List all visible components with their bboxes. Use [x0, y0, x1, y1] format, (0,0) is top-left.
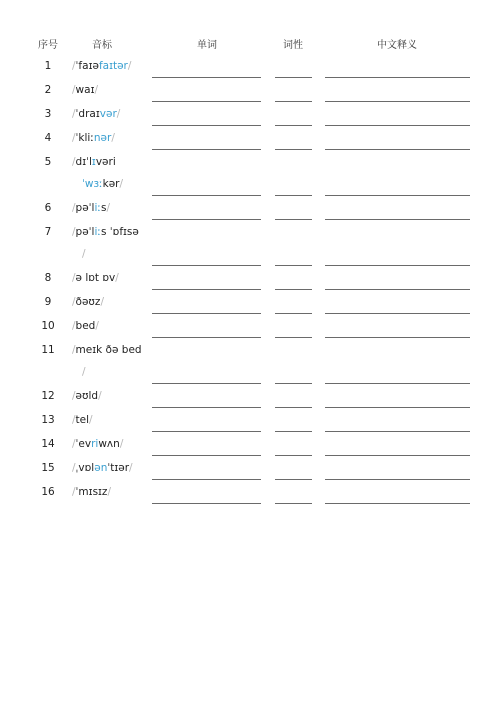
phonetic-transcription [72, 84, 98, 96]
phonetic-slash: / [72, 108, 76, 120]
pos-answer-line[interactable] [275, 219, 312, 220]
meaning-answer-line[interactable] [325, 219, 470, 220]
row-number: 12 [41, 390, 55, 402]
phonetic-transcription [72, 156, 116, 168]
row-number: 7 [44, 226, 52, 238]
phonetic-slash: / [106, 202, 110, 214]
meaning-answer-line[interactable] [325, 479, 470, 480]
phonetic-text: kər [102, 178, 120, 190]
word-answer-line[interactable] [152, 101, 261, 102]
phonetic-slash: / [82, 366, 86, 378]
meaning-answer-line[interactable] [325, 407, 470, 408]
phonetic-text: ˌvɒl [75, 462, 95, 474]
phonetic-slash: / [72, 296, 76, 308]
pos-answer-line[interactable] [275, 407, 312, 408]
pos-answer-line[interactable] [275, 289, 312, 290]
phonetic-slash: / [72, 84, 76, 96]
phonetic-slash: / [72, 486, 76, 498]
phonetic-highlight: ˈwɜː [82, 178, 103, 190]
phonetic-text: ˈev [75, 438, 92, 450]
phonetic-slash: / [89, 414, 93, 426]
phonetic-highlight: ri [91, 438, 99, 450]
row-number: 15 [41, 462, 55, 474]
phonetic-highlight: ɪ [91, 156, 96, 168]
phonetic-slash: / [72, 156, 76, 168]
phonetic-text: ˈfaɪə [75, 60, 99, 72]
header-index: 序号 [38, 40, 58, 51]
pos-answer-line[interactable] [275, 455, 312, 456]
meaning-answer-line[interactable] [325, 265, 470, 266]
pos-answer-line[interactable] [275, 195, 312, 196]
phonetic-highlight: iː [94, 202, 101, 214]
phonetic-text: s [100, 202, 107, 214]
row-number: 1 [44, 60, 52, 72]
phonetic-slash: / [72, 226, 76, 238]
meaning-answer-line[interactable] [325, 101, 470, 102]
phonetic-transcription [72, 202, 110, 214]
phonetic-slash: / [72, 132, 76, 144]
phonetic-text: vəri [95, 156, 116, 168]
meaning-answer-line[interactable] [325, 313, 470, 314]
row-number: 14 [41, 438, 55, 450]
word-answer-line[interactable] [152, 289, 261, 290]
pos-answer-line[interactable] [275, 77, 312, 78]
phonetic-highlight: iː [94, 226, 101, 238]
phonetic-slash: / [72, 414, 76, 426]
phonetic-transcription [72, 462, 133, 474]
phonetic-slash: / [94, 84, 99, 96]
phonetic-transcription [72, 320, 99, 332]
meaning-answer-line[interactable] [325, 503, 470, 504]
row-number: 11 [41, 344, 55, 356]
header-word: 单词 [197, 40, 217, 51]
phonetic-slash: / [111, 132, 115, 144]
phonetic-transcription [72, 272, 119, 284]
phonetic-transcription [82, 366, 86, 378]
phonetic-slash: / [115, 272, 119, 284]
phonetic-transcription [72, 60, 131, 72]
row-number: 13 [41, 414, 55, 426]
phonetic-text: ðəʊz [75, 296, 101, 308]
row-number: 3 [44, 108, 52, 120]
header-phonetic: 音标 [92, 40, 112, 51]
phonetic-transcription [72, 414, 93, 426]
phonetic-text: bed [75, 320, 96, 332]
word-answer-line[interactable] [152, 431, 261, 432]
pos-answer-line[interactable] [275, 149, 312, 150]
meaning-answer-line[interactable] [325, 337, 470, 338]
word-answer-line[interactable] [152, 383, 261, 384]
row-number: 2 [44, 84, 52, 96]
phonetic-text: ˈtɪər [107, 462, 130, 474]
word-answer-line[interactable] [152, 195, 261, 196]
phonetic-slash: / [72, 202, 76, 214]
phonetic-slash: / [119, 438, 124, 450]
phonetic-text: ˈdraɪ [75, 108, 100, 120]
phonetic-text: s ˈɒfɪsə [100, 226, 139, 238]
meaning-answer-line[interactable] [325, 195, 470, 196]
phonetic-highlight: faɪtər [98, 60, 128, 72]
phonetic-text: dɪˈl [75, 156, 92, 168]
meaning-answer-line[interactable] [325, 149, 470, 150]
row-number: 5 [44, 156, 52, 168]
word-answer-line[interactable] [152, 479, 261, 480]
pos-answer-line[interactable] [275, 337, 312, 338]
phonetic-slash: / [127, 60, 132, 72]
phonetic-text: tel [75, 414, 90, 426]
phonetic-text: wʌn [98, 438, 120, 450]
phonetic-slash: / [72, 320, 76, 332]
pos-answer-line[interactable] [275, 313, 312, 314]
header-pos: 词性 [283, 40, 303, 51]
phonetic-slash: / [119, 178, 124, 190]
meaning-answer-line[interactable] [325, 289, 470, 290]
phonetic-transcription [72, 438, 123, 450]
pos-answer-line[interactable] [275, 101, 312, 102]
row-number: 16 [41, 486, 55, 498]
phonetic-text: ˈkliː [75, 132, 94, 144]
phonetic-slash: / [98, 390, 102, 402]
phonetic-slash: / [100, 296, 104, 308]
pos-answer-line[interactable] [275, 125, 312, 126]
meaning-answer-line[interactable] [325, 383, 470, 384]
phonetic-slash: / [72, 462, 76, 474]
word-answer-line[interactable] [152, 337, 261, 338]
phonetic-slash: / [129, 462, 133, 474]
phonetic-slash: / [82, 248, 86, 260]
word-answer-line[interactable] [152, 125, 261, 126]
phonetic-slash: / [72, 272, 76, 284]
phonetic-highlight: nər [93, 132, 112, 144]
word-answer-line[interactable] [152, 407, 261, 408]
phonetic-slash: / [95, 320, 99, 332]
header-meaning: 中文释义 [377, 40, 417, 51]
phonetic-text: əʊld [75, 390, 99, 402]
phonetic-transcription [72, 132, 115, 144]
phonetic-highlight: ən [94, 462, 108, 474]
phonetic-text: ˈmɪsɪz [75, 486, 108, 498]
phonetic-slash: / [72, 344, 76, 356]
pos-answer-line[interactable] [275, 431, 312, 432]
row-number: 10 [41, 320, 55, 332]
phonetic-transcription [82, 178, 123, 190]
phonetic-highlight: vər [99, 108, 117, 120]
word-answer-line[interactable] [152, 265, 261, 266]
phonetic-transcription [72, 108, 120, 120]
pos-answer-line[interactable] [275, 383, 312, 384]
meaning-answer-line[interactable] [325, 77, 470, 78]
row-number: 6 [44, 202, 52, 214]
phonetic-transcription [82, 248, 86, 260]
word-answer-line[interactable] [152, 219, 261, 220]
phonetic-transcription [72, 486, 111, 498]
phonetic-slash: / [72, 390, 76, 402]
phonetic-slash: / [107, 486, 111, 498]
phonetic-text: meɪk ðə bed [75, 344, 142, 356]
row-number: 9 [44, 296, 52, 308]
row-number: 8 [44, 272, 52, 284]
row-number: 4 [44, 132, 52, 144]
word-answer-line[interactable] [152, 77, 261, 78]
meaning-answer-line[interactable] [325, 125, 470, 126]
phonetic-text: ə lɒt ɒv [75, 272, 116, 284]
phonetic-slash: / [72, 438, 76, 450]
pos-answer-line[interactable] [275, 265, 312, 266]
phonetic-text: pəˈl [75, 202, 95, 214]
pos-answer-line[interactable] [275, 503, 312, 504]
meaning-answer-line[interactable] [325, 431, 470, 432]
phonetic-slash: / [116, 108, 121, 120]
meaning-answer-line[interactable] [325, 455, 470, 456]
phonetic-transcription [72, 226, 139, 238]
word-answer-line[interactable] [152, 455, 261, 456]
word-answer-line[interactable] [152, 313, 261, 314]
word-answer-line[interactable] [152, 503, 261, 504]
phonetic-slash: / [72, 60, 76, 72]
word-answer-line[interactable] [152, 149, 261, 150]
phonetic-text: pəˈl [75, 226, 95, 238]
phonetic-transcription [72, 390, 102, 402]
pos-answer-line[interactable] [275, 479, 312, 480]
phonetic-transcription [72, 344, 142, 356]
phonetic-transcription [72, 296, 104, 308]
phonetic-text: waɪ [75, 84, 95, 96]
